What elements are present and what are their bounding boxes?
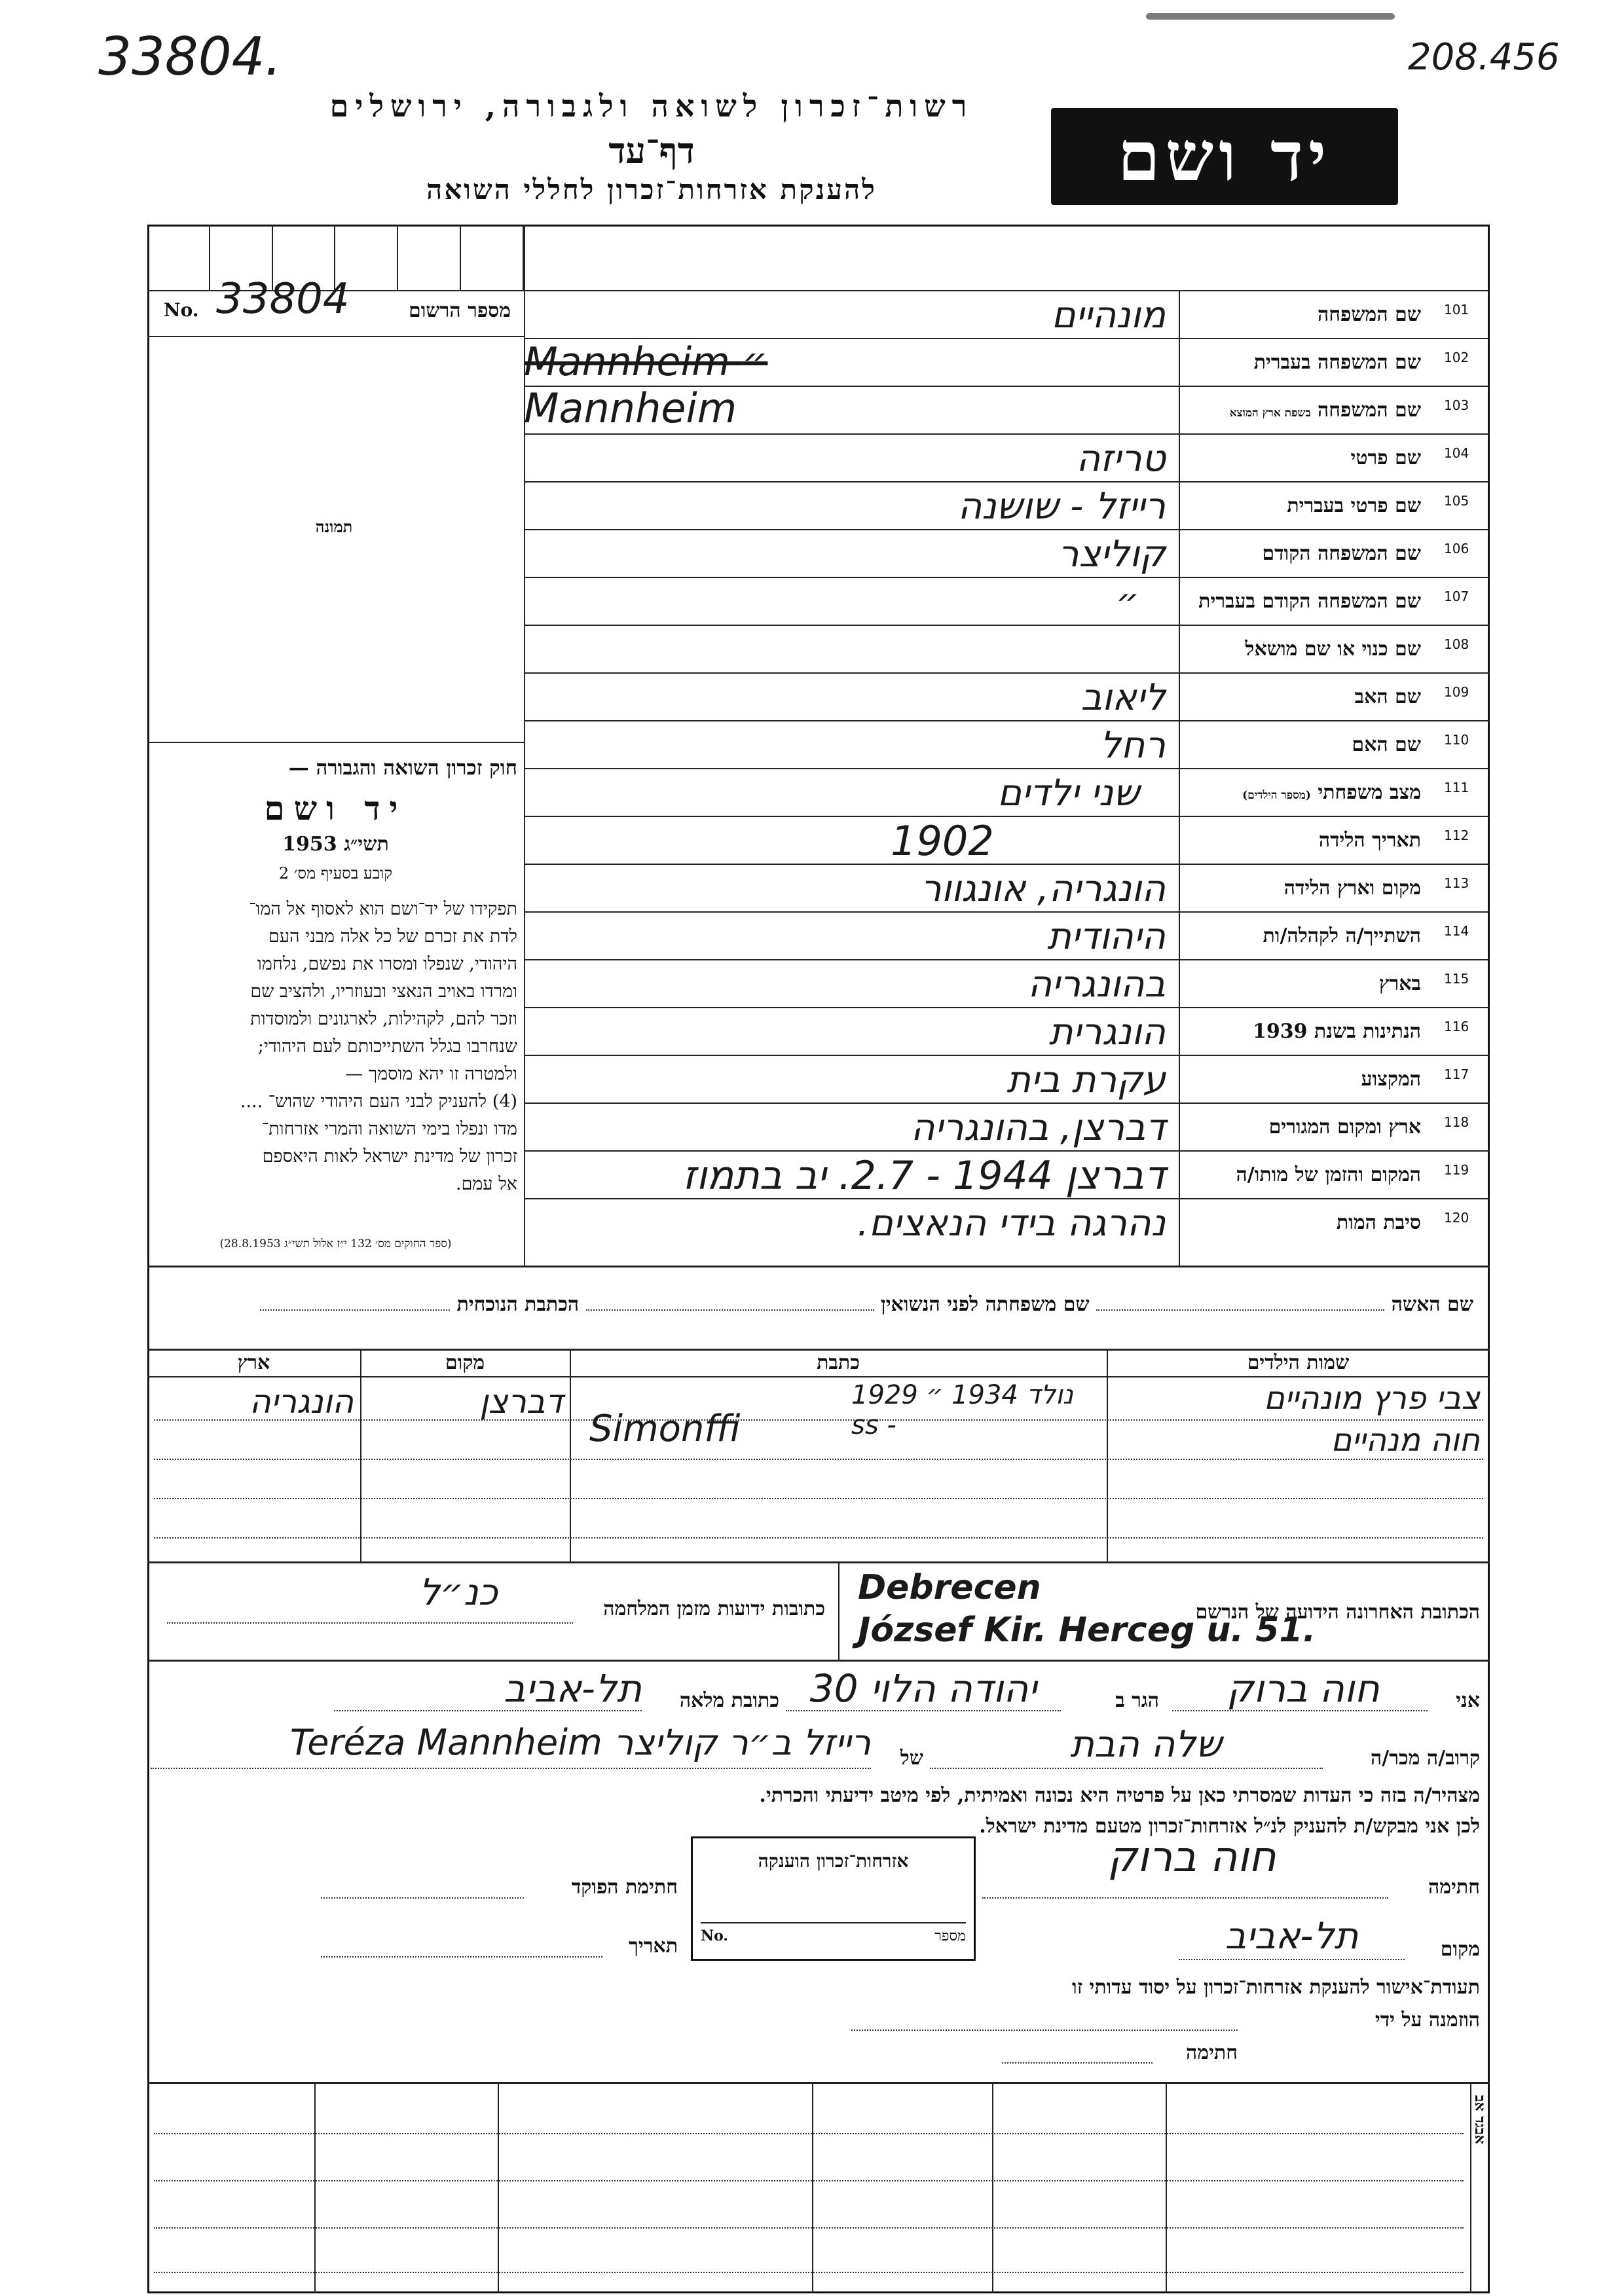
field-value-117[interactable]: עקרת בית bbox=[1006, 1059, 1166, 1101]
child-row-1-address[interactable]: Simonffi bbox=[589, 1408, 741, 1450]
field-label-111: מצב משפחתי (מספר הילדים) bbox=[1242, 781, 1421, 804]
field-row-110 bbox=[524, 720, 1490, 769]
law-title: חוק זכרון השואה והגבורה — bbox=[288, 756, 517, 780]
field-value-103[interactable]: Mannheim bbox=[524, 384, 737, 432]
last-address-label: הכתובת האחרונה הידועה של הנרשם bbox=[1195, 1601, 1480, 1624]
field-row-103 bbox=[524, 386, 1490, 435]
field-value-110[interactable]: רחל bbox=[1099, 724, 1166, 767]
field-value-114[interactable]: היהודית bbox=[1047, 915, 1166, 958]
field-num-114: 114 bbox=[1444, 923, 1469, 939]
field-num-117: 117 bbox=[1444, 1066, 1469, 1082]
field-row-109 bbox=[524, 672, 1490, 721]
decl-place-value[interactable]: תל-אביב bbox=[1225, 1915, 1359, 1958]
field-label-120: סיבת המות bbox=[1336, 1211, 1421, 1234]
field-num-111: 111 bbox=[1444, 780, 1469, 795]
header-title: דף־עד bbox=[608, 130, 695, 172]
field-label-106: שם המשפחה הקודם bbox=[1262, 542, 1421, 565]
field-label-101: שם המשפחה bbox=[1317, 303, 1421, 326]
yad-vashem-logo: יד ושם bbox=[1051, 108, 1398, 205]
field-label-110: שם האם bbox=[1352, 733, 1421, 756]
field-value-109[interactable]: ליאוב bbox=[1080, 676, 1166, 719]
decl-of-value[interactable]: רייזל ב״ר קוליצר Teréza Mannheim bbox=[289, 1722, 871, 1763]
field-row-108 bbox=[524, 625, 1490, 674]
law-text: תפקידו של יד־ושם הוא לאסוף אל המו־ לדת את זכרם של כל אלה מבני העם היהודי, שנפלו ומסרו את נפשם, נלחמו ומרדו באויב הנאצי ובעוזריו, ולהציב שם וזכר להם, לקהילות, לארגונים ולמוסדות שנחרבו בגלל השתייכותם לעם היהודי; ולמטרה זו יהא מוסמך — (4) להעניק לבני העם היהודי שהוש־ .... מדו ונפלו בימי השואה והמרי אזרחות־ זכרון של מדינת ישראל לאות היאספם אל עמם. bbox=[240, 899, 517, 1194]
law-big: יד ושם bbox=[264, 789, 407, 828]
field-value-101[interactable]: מונהיים bbox=[1051, 294, 1166, 337]
decl-place-label: מקום bbox=[1440, 1938, 1480, 1961]
field-label-117: המקצוע bbox=[1361, 1068, 1421, 1091]
decl-statement-1: מצהיר/ה בזה כי העדות שמסרתי כאן על פרטיה היא נכונה ואמיתית, לפי מיטב ידיעתי והכרתי. bbox=[759, 1784, 1480, 1807]
header-authority: רשות־זכרון לשואה ולגבורה, ירושלים bbox=[329, 88, 974, 124]
field-value-102[interactable]: Mannheim ״ bbox=[524, 339, 768, 385]
header-subtitle: להענקת אזרחות־זכרון לחללי השואה bbox=[426, 173, 877, 206]
wartime-address-label: כתובות ידועות מזמן המלחמה bbox=[603, 1597, 825, 1620]
field-row-113 bbox=[524, 864, 1490, 913]
field-label-109: שם האב bbox=[1354, 685, 1421, 708]
field-value-118[interactable]: דברצן, בהונגריה bbox=[910, 1106, 1166, 1149]
field-row-115 bbox=[524, 959, 1490, 1008]
children-header-country: ארץ bbox=[237, 1351, 270, 1374]
decl-resides-label: הגר ב bbox=[1115, 1689, 1159, 1712]
field-label-107: שם המשפחה הקודם בעברית bbox=[1198, 590, 1421, 613]
field-num-109: 109 bbox=[1444, 684, 1469, 700]
margin-note-right: 208.456 bbox=[1408, 36, 1560, 79]
children-header-names: שמות הילדים bbox=[1247, 1351, 1350, 1374]
decl-i-label: אני bbox=[1456, 1689, 1480, 1712]
spouse-maiden-input[interactable] bbox=[586, 1294, 874, 1311]
decl-full-address-value[interactable]: תל-אביב bbox=[504, 1666, 642, 1711]
decl-statement-2: לכן אני מבקש/ת להעניק לנ״ל אזרחות־זכרון מטעם מדינת ישראל. bbox=[979, 1815, 1480, 1838]
field-label-103: שם המשפחה בשפת ארץ המוצא bbox=[1229, 399, 1421, 422]
top-ink-smudge bbox=[1146, 13, 1395, 20]
field-value-112[interactable]: 1902 bbox=[891, 817, 994, 865]
field-row-102 bbox=[524, 338, 1490, 387]
field-value-116[interactable]: הונגרית bbox=[1048, 1011, 1166, 1053]
children-header-place: מקום bbox=[445, 1351, 485, 1374]
child-row-1-country[interactable]: הונגריה bbox=[249, 1383, 354, 1421]
field-value-111[interactable]: שני ילדים bbox=[997, 772, 1139, 814]
field-value-106[interactable]: קוליצר bbox=[1058, 533, 1166, 575]
child-row-1-place[interactable]: דברצן bbox=[479, 1383, 563, 1421]
field-num-118: 118 bbox=[1444, 1114, 1469, 1130]
field-row-106 bbox=[524, 529, 1490, 578]
field-label-104: שם פרטי bbox=[1350, 446, 1421, 469]
field-row-105 bbox=[524, 481, 1490, 530]
field-value-115[interactable]: בהונגריה bbox=[1027, 963, 1166, 1006]
cert-line-2: הוזמנה על ידי bbox=[1375, 2009, 1480, 2032]
field-label-118: ארץ ומקום המגורים bbox=[1268, 1116, 1421, 1139]
field-label-113: מקום וארץ הלידה bbox=[1283, 877, 1421, 900]
field-num-113: 113 bbox=[1444, 875, 1469, 891]
field-value-120[interactable]: נהרגה בידי הנאצים. bbox=[857, 1202, 1166, 1245]
field-row-111 bbox=[524, 768, 1490, 817]
spouse-address-input[interactable] bbox=[260, 1294, 450, 1311]
side-code: אבגד אב bbox=[1471, 2095, 1488, 2144]
field-num-112: 112 bbox=[1444, 828, 1469, 843]
child-row-1-names[interactable]: צבי פרץ מונהיים bbox=[1263, 1380, 1480, 1417]
field-num-107: 107 bbox=[1444, 589, 1469, 604]
field-num-119: 119 bbox=[1444, 1162, 1469, 1178]
cert-signature-label: חתימה bbox=[1186, 2041, 1238, 2064]
field-num-120: 120 bbox=[1444, 1210, 1469, 1226]
field-value-113[interactable]: הונגריה, אונגוור bbox=[921, 867, 1166, 910]
field-row-107 bbox=[524, 577, 1490, 626]
decl-i-value[interactable]: חוה ברוק bbox=[1227, 1666, 1380, 1711]
decl-full-address-label: כתובת מלאה bbox=[679, 1689, 779, 1712]
cert-line-1: תעודת־אישור להענקת אזרחות־זכרון על יסוד עדותי זו bbox=[1072, 1976, 1480, 1999]
photo-label: תמונה bbox=[315, 517, 353, 536]
child-row-2-address[interactable]: 1929 נולד 1934 ״ ss - bbox=[851, 1380, 1074, 1440]
field-num-101: 101 bbox=[1444, 302, 1469, 318]
field-value-104[interactable]: טריזה bbox=[1076, 437, 1166, 480]
field-value-107[interactable]: ״ bbox=[1115, 581, 1139, 623]
field-row-116 bbox=[524, 1007, 1490, 1056]
field-row-119 bbox=[524, 1150, 1490, 1199]
decl-signature-label: חתימה bbox=[1428, 1876, 1480, 1899]
spouse-row bbox=[157, 1293, 1473, 1316]
field-label-114: השתייך/ה לקהלה/ות bbox=[1263, 924, 1421, 947]
field-num-105: 105 bbox=[1444, 493, 1469, 509]
officer-date-label: תאריך bbox=[629, 1935, 678, 1958]
field-row-117 bbox=[524, 1055, 1490, 1104]
children-header-address: כתבת bbox=[817, 1351, 860, 1374]
field-num-103: 103 bbox=[1444, 397, 1469, 413]
law-year: תשי״ג 1953 bbox=[282, 833, 389, 856]
field-row-118 bbox=[524, 1102, 1490, 1152]
field-num-106: 106 bbox=[1444, 541, 1469, 556]
field-num-110: 110 bbox=[1444, 732, 1469, 748]
registration-no-prefix: No. bbox=[164, 299, 199, 321]
decl-relative-label: קרוב/ה מכר/ה bbox=[1371, 1747, 1480, 1770]
field-num-115: 115 bbox=[1444, 971, 1469, 987]
citizenship-box-no: No. מספר bbox=[701, 1922, 966, 1944]
photo-area bbox=[147, 336, 524, 742]
field-row-104 bbox=[524, 433, 1490, 483]
field-num-102: 102 bbox=[1444, 350, 1469, 365]
registration-number: 33804 bbox=[216, 275, 350, 323]
decl-resides-value[interactable]: יהודה הלוי 30 bbox=[809, 1666, 1037, 1711]
field-label-112: תאריך הלידה bbox=[1318, 829, 1421, 852]
field-label-116: הנתינות בשנת 1939 bbox=[1252, 1020, 1421, 1043]
citizenship-box-title: אזרחות־זכרון הוענקה bbox=[758, 1850, 909, 1872]
spouse-maiden-label: שם משפחתה לפני הנשואין bbox=[881, 1293, 1090, 1316]
spouse-address-label: הכתבת הנוכחית bbox=[456, 1293, 580, 1316]
officer-signature-label: חתימת הפוקד bbox=[571, 1876, 678, 1899]
last-address-value-2[interactable]: József Kir. Herceg u. 51. bbox=[858, 1611, 1316, 1650]
child-row-2-names[interactable]: חוה מנהיים bbox=[1331, 1422, 1480, 1459]
field-label-108: שם כנוי או שם מושאל bbox=[1245, 638, 1421, 661]
law-footnote: (ספר החוקים מס׳ 132 י״ז אלול תשי״ג 28.8.1953) bbox=[219, 1237, 452, 1250]
citizenship-box bbox=[691, 1836, 976, 1961]
field-row-120 bbox=[524, 1198, 1490, 1267]
margin-note-left: 33804. bbox=[98, 26, 282, 87]
wartime-address-value[interactable]: כנ״ל bbox=[419, 1571, 498, 1614]
last-address-value-1[interactable]: Debrecen bbox=[858, 1568, 1041, 1607]
field-label-102: שם המשפחה בעברית bbox=[1253, 351, 1421, 374]
field-label-119: המקום והזמן של מותו/ה bbox=[1236, 1163, 1421, 1186]
field-num-108: 108 bbox=[1444, 636, 1469, 652]
field-label-115: בארץ bbox=[1378, 972, 1421, 995]
field-value-105[interactable]: רייזל - שושנה bbox=[957, 485, 1166, 528]
field-row-112 bbox=[524, 816, 1490, 865]
decl-of-label: של bbox=[900, 1747, 923, 1770]
registration-label: מספר הרשום bbox=[409, 299, 511, 322]
field-num-116: 116 bbox=[1444, 1019, 1469, 1034]
spouse-name-label: שם האשה bbox=[1391, 1293, 1473, 1316]
field-row-101 bbox=[524, 290, 1490, 339]
spouse-name-input[interactable] bbox=[1096, 1294, 1384, 1311]
field-num-104: 104 bbox=[1444, 445, 1469, 461]
decl-signature-value[interactable]: חוה ברוק bbox=[1107, 1833, 1276, 1882]
field-value-119[interactable]: דברצן 1944 - 2.7. יב בתמוז bbox=[682, 1153, 1166, 1199]
decl-relative-value[interactable]: שלה הבת bbox=[1070, 1723, 1222, 1766]
field-row-114 bbox=[524, 911, 1490, 960]
field-label-105: שם פרטי בעברית bbox=[1287, 494, 1421, 517]
law-clause: קובע בסעיף מס׳ 2 bbox=[278, 864, 393, 883]
